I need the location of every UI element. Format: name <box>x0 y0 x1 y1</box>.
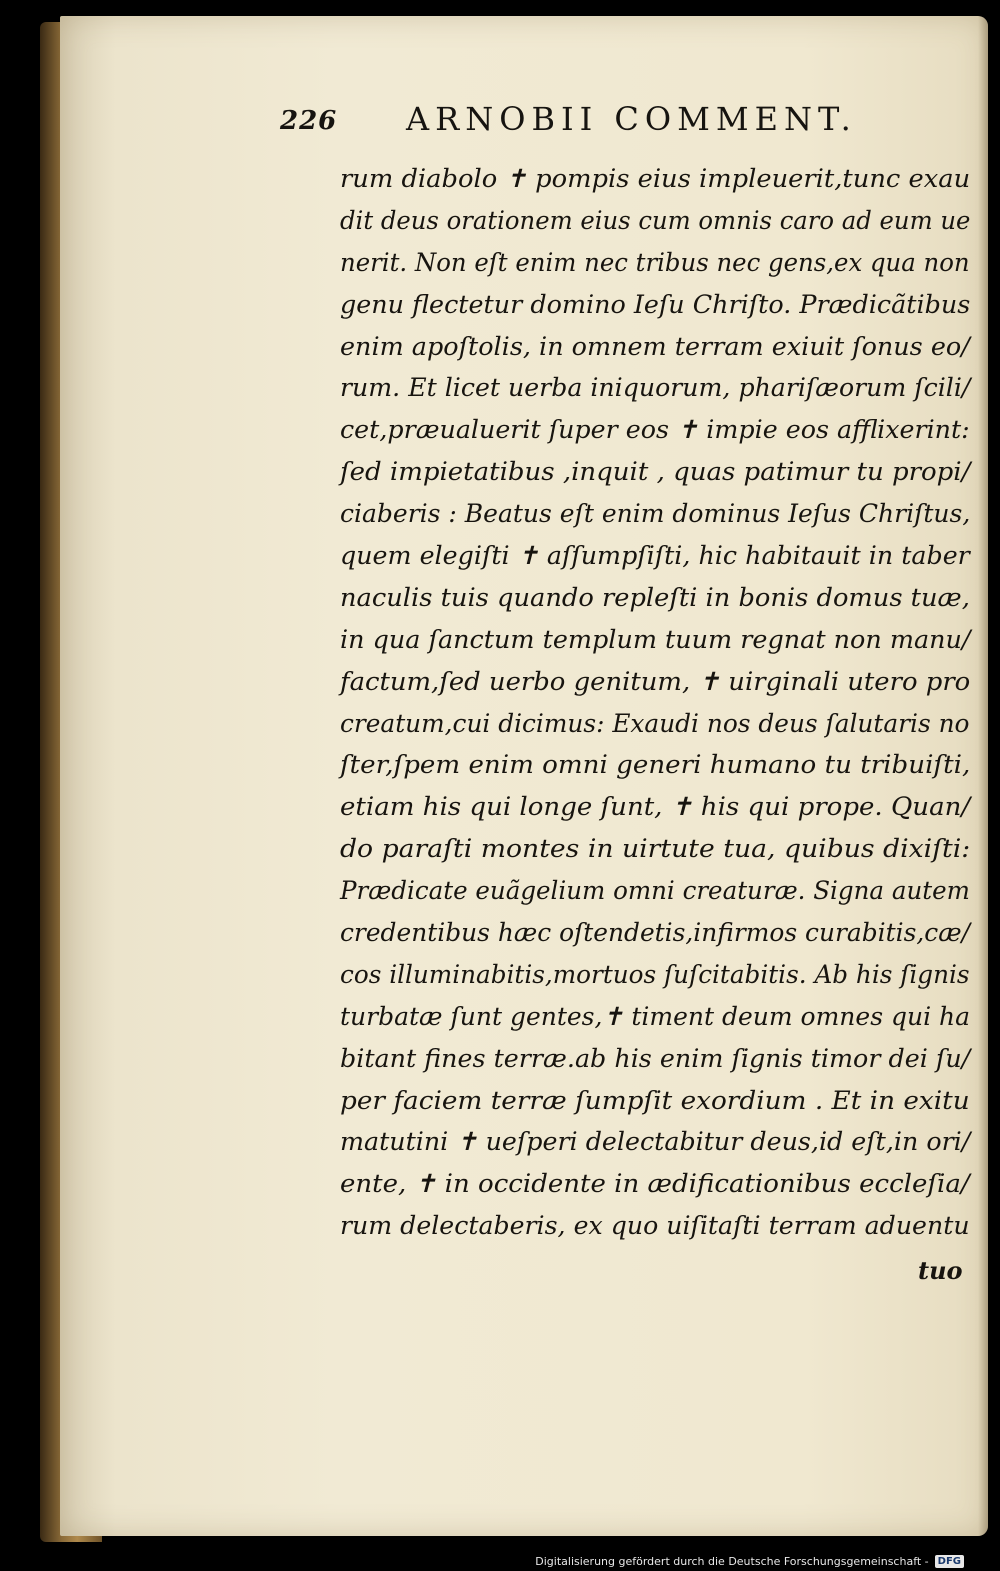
text-line: matutini ✝ ueſperi delectabitur deus,id eſt,in ori/ <box>340 1127 971 1157</box>
dfg-logo: DFG <box>935 1555 964 1568</box>
text-line: turbatæ ſunt gentes,✝ timent deum omnes qui ha <box>340 1001 971 1031</box>
credit-text: Digitalisierung gefördert durch die Deutsche Forschungsgemeinschaft - <box>535 1554 929 1568</box>
text-line: dit deus orationem eius cum omnis caro ad eum ue <box>340 205 971 235</box>
text-line: Prædicate euãgelium omni creaturæ. Signa autem <box>340 876 970 906</box>
text-line: enim apoſtolis, in omnem terram exiuit ſonus eo/ <box>340 331 970 361</box>
text-line: per faciem terræ ſumpſit exordium . Et in exitu <box>340 1085 970 1115</box>
page-number: 226 <box>280 106 338 136</box>
text-line: ciaberis : Beatus eſt enim dominus Ieſus Chriſtus, <box>340 499 971 529</box>
text-line: ente, ✝ in occidente in ædificationibus eccleſia/ <box>340 1169 970 1199</box>
text-line: rum diabolo ✝ pompis eius impleuerit,tunc exau <box>340 164 971 193</box>
text-line: nerit. Non eſt enim nec tribus nec gens,ex qua non <box>340 247 970 277</box>
text-line: bitant fines terræ.ab his enim ſignis timor dei ſu/ <box>340 1043 971 1073</box>
running-title: ARNOBII COMMENT. <box>406 100 857 138</box>
text-line: credentibus hæc oſtendetis,infirmos curabitis,cæ/ <box>340 918 970 948</box>
digitization-credit <box>535 1551 964 1571</box>
text-line: genu flectetur domino Ieſu Chriſto. Prædicãtibus <box>340 289 971 319</box>
text-line: naculis tuis quando repleſti in bonis domus tuæ, <box>340 582 970 612</box>
text-line: creatum,cui dicimus: Exaudi nos deus ſalutaris no <box>340 708 970 738</box>
text-line: etiam his qui longe ſunt, ✝ his qui prope. Quan/ <box>340 792 971 822</box>
text-line: cos illuminabitis,mortuos ſuſcitabitis. Ab his ſignis <box>340 959 970 989</box>
text-block <box>340 158 970 1247</box>
text-line: rum delectaberis, ex quo uiſitaſti terram aduentu <box>340 1211 970 1241</box>
text-line: rum. Et licet uerba iniquorum, phariſæorum ſcili/ <box>340 373 971 403</box>
running-head <box>280 100 920 144</box>
text-line: in qua ſanctum templum tuum regnat non manu/ <box>340 624 971 654</box>
text-line: quem elegiſti ✝ aſſumpſiſti, hic habitauit in taber <box>340 541 970 571</box>
text-line: ſed impietatibus ,inquit , quas patimur tu propi/ <box>340 457 971 487</box>
text-line: factum,ſed uerbo genitum, ✝ uirginali utero pro <box>340 666 971 696</box>
text-line: cet,præualuerit ſuper eos ✝ impie eos afflixerint: <box>340 415 970 445</box>
text-line: do paraſti montes in uirtute tua, quibus dixiſti: <box>340 834 971 864</box>
catchword: tuo <box>918 1256 963 1285</box>
text-line: ſter,ſpem enim omni generi humano tu tribuiſti, <box>340 750 971 780</box>
